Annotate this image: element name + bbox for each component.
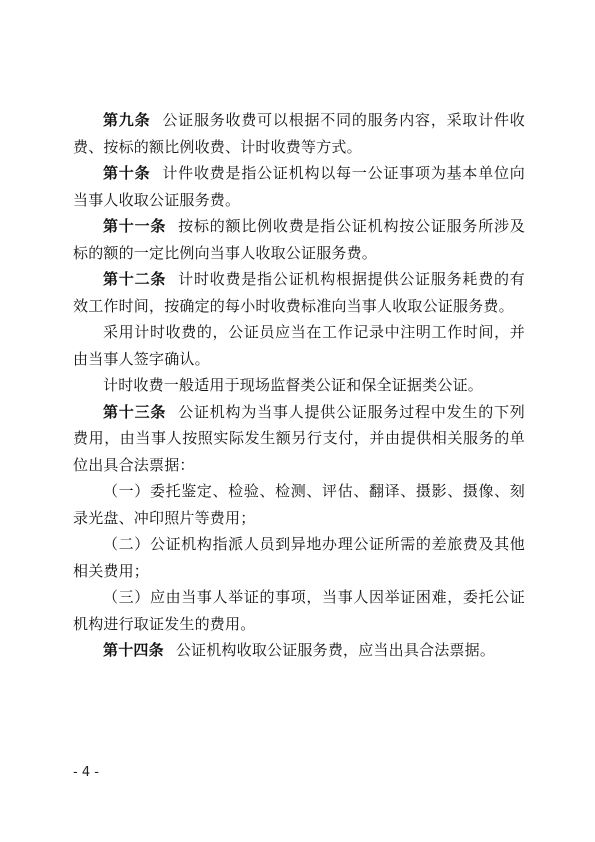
paragraph-time-scope (73, 372, 525, 399)
paragraph-article-12 (73, 266, 525, 319)
article-heading: 第十四条 (103, 641, 164, 659)
paragraph-article-11 (73, 213, 525, 266)
page-number: - 4 - (73, 765, 99, 780)
paragraph-text: （三）应由当事人举证的事项，当事人因举证困难，委托公证机构进行取证发生的费用。 (73, 588, 525, 633)
document-body (73, 107, 525, 664)
article-heading: 第十三条 (103, 402, 167, 421)
paragraph-time-record (73, 319, 525, 372)
paragraph-article-9 (73, 107, 525, 160)
article-heading: 第十一条 (103, 217, 167, 235)
paragraph-text: （二）公证机构指派人员到异地办理公证所需的差旅费及其他相关费用； (73, 535, 525, 580)
paragraph-article-10 (73, 160, 525, 213)
paragraph-text: 计时收费是指公证机构根据提供公证服务耗费的有效工作时间，按确定的每小时收费标准向当事人收取公证服务费。 (73, 270, 525, 315)
paragraph-article-13 (73, 399, 525, 479)
paragraph-text: 公证机构为当事人提供公证服务过程中发生的下列费用，由当事人按照实际发生额另行支付，并由提供相关服务的单位出具合法票据： (73, 402, 525, 474)
paragraph-text: 采用计时收费的，公证员应当在工作记录中注明工作时间，并由当事人签字确认。 (73, 323, 525, 368)
paragraph-text: 计件收费是指公证机构以每一公证事项为基本单位向当事人收取公证服务费。 (73, 164, 525, 209)
article-heading: 第十条 (103, 164, 151, 182)
list-item-2 (73, 531, 525, 584)
paragraph-text: （一）委托鉴定、检验、检测、评估、翻译、摄影、摄像、刻录光盘、冲印照片等费用； (73, 482, 525, 527)
paragraph-text: 计时收费一般适用于现场监督类公证和保全证据类公证。 (103, 376, 484, 394)
article-heading: 第九条 (103, 111, 151, 129)
article-heading: 第十二条 (103, 270, 167, 288)
paragraph-text: 公证服务收费可以根据不同的服务内容，采取计件收费、按标的额比例收费、计时收费等方式。 (73, 111, 525, 156)
paragraph-text: 公证机构收取公证服务费，应当出具合法票据。 (175, 641, 496, 659)
paragraph-text: 按标的额比例收费是指公证机构按公证服务所涉及标的额的一定比例向当事人收取公证服务费。 (73, 217, 525, 262)
list-item-3 (73, 584, 525, 637)
list-item-1 (73, 478, 525, 531)
paragraph-article-14 (73, 637, 525, 664)
